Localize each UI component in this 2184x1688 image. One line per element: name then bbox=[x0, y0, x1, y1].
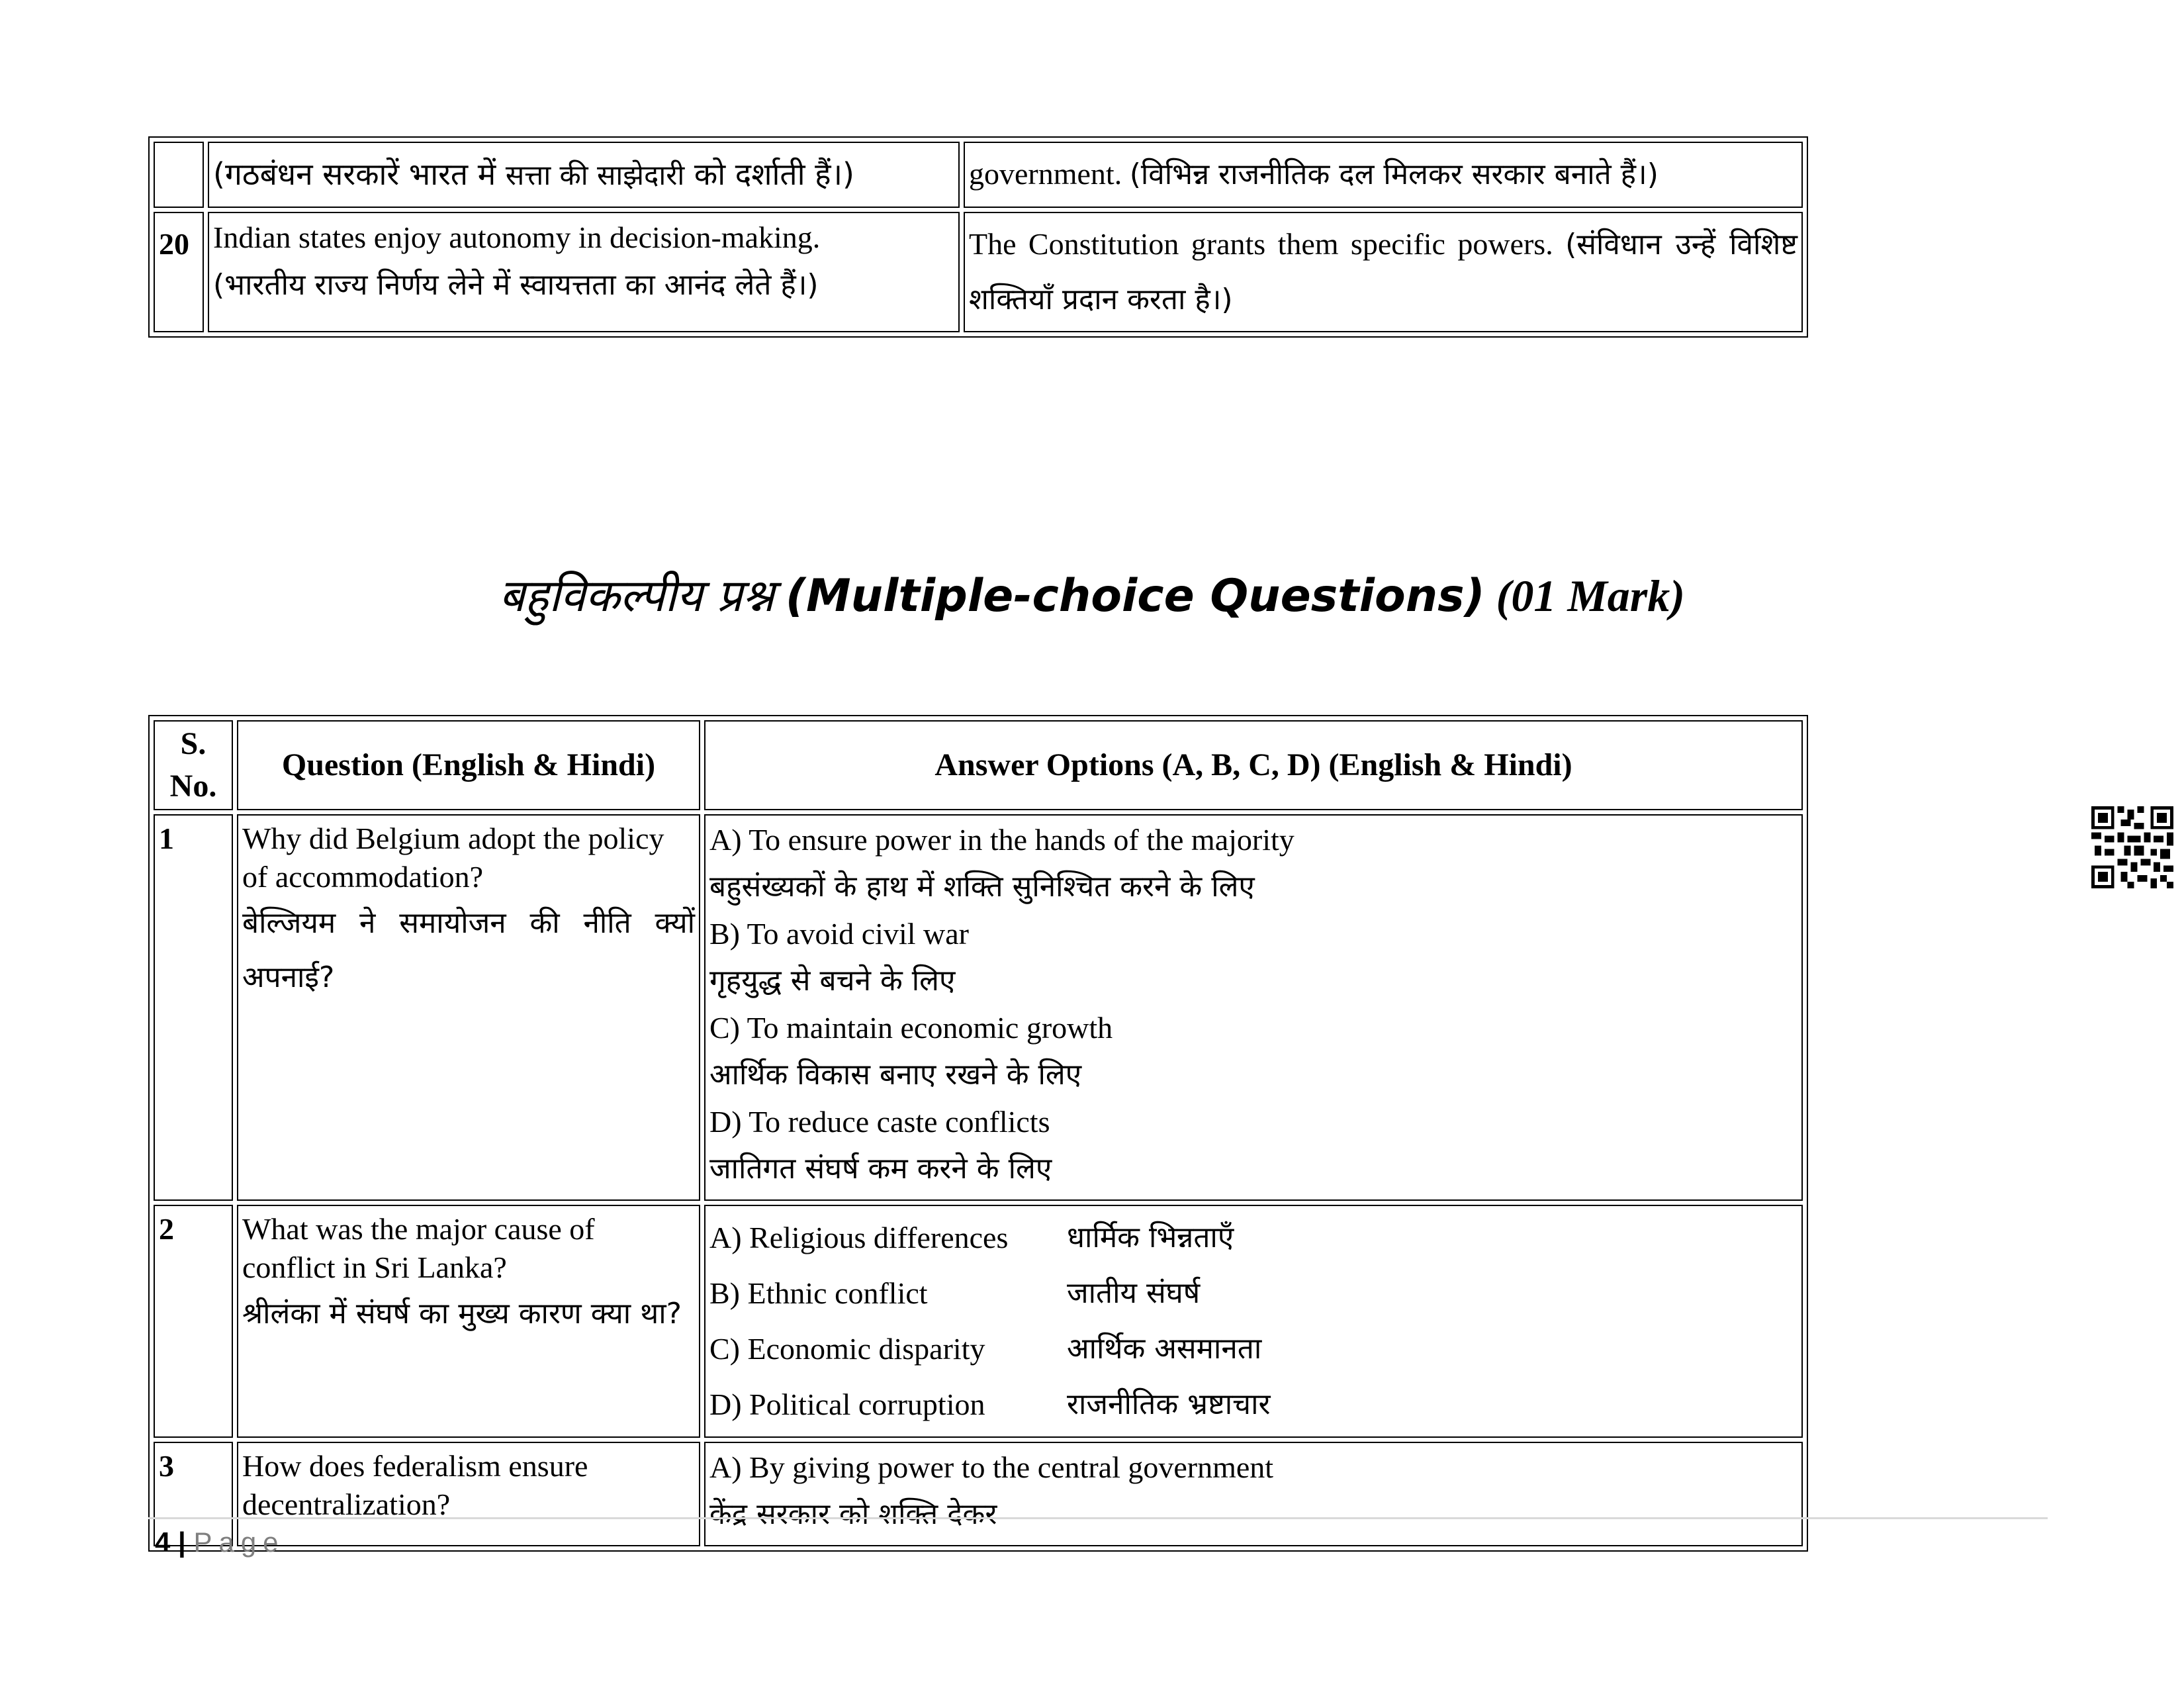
table-row bbox=[154, 1205, 1803, 1438]
reason-cell bbox=[964, 212, 1803, 332]
question-cell bbox=[237, 1442, 700, 1546]
option-c-hindi: आर्थिक विकास बनाए रखने के लिए bbox=[709, 1058, 1082, 1092]
reason-hindi: (विभिन्न राजनीतिक दल मिलकर सरकार बनाते हैं।) bbox=[1129, 158, 1659, 191]
options-cell bbox=[704, 814, 1803, 1201]
section-title-english: (Multiple-choice Questions) bbox=[785, 570, 1485, 622]
question-hindi: श्रीलंका में संघर्ष का मुख्य कारण क्या था? bbox=[242, 1297, 682, 1331]
section-title bbox=[0, 563, 2184, 630]
header-sno: S. No. bbox=[154, 720, 233, 810]
continuation-table bbox=[148, 136, 1808, 338]
option-b-english: B) To avoid civil war bbox=[709, 917, 969, 951]
option-a-english: A) Religious differences bbox=[709, 1221, 1009, 1254]
footer-divider bbox=[148, 1517, 2048, 1519]
option-c bbox=[709, 1321, 1797, 1377]
option-a-hindi: धार्मिक भिन्नताएँ bbox=[1067, 1221, 1234, 1254]
header-options: Answer Options (A, B, C, D) (English & Hindi) bbox=[704, 720, 1803, 810]
statement-cell bbox=[208, 142, 960, 208]
option-a-hindi: केंद्र सरकार को शक्ति देकर bbox=[709, 1497, 997, 1531]
options-cell bbox=[704, 1205, 1803, 1438]
statement-hindi: (भारतीय राज्य निर्णय लेने में स्वायत्तता का आनंद लेते हैं।) bbox=[213, 268, 819, 302]
option-b-hindi: जातीय संघर्ष bbox=[1067, 1276, 1201, 1310]
option-d-hindi: जातिगत संघर्ष कम करने के लिए bbox=[709, 1152, 1052, 1186]
option-c-english: C) To maintain economic growth bbox=[709, 1011, 1113, 1045]
question-english: Why did Belgium adopt the policy of accommodation? bbox=[242, 821, 664, 894]
option-c-hindi: आर्थिक असमानता bbox=[1067, 1332, 1262, 1366]
table-row bbox=[154, 142, 1803, 208]
table-row bbox=[154, 1442, 1803, 1546]
page-footer bbox=[155, 1523, 285, 1562]
page-number: 4 bbox=[155, 1526, 171, 1558]
header-question: Question (English & Hindi) bbox=[237, 720, 700, 810]
qr-code-icon bbox=[2091, 806, 2173, 888]
reason-hindi: (संविधान उन्हें विशिष्ट शक्तियाँ प्रदान करता है।) bbox=[969, 228, 1797, 316]
question-cell bbox=[237, 1205, 700, 1438]
option-a-english: A) To ensure power in the hands of the majority bbox=[709, 823, 1295, 857]
statement-hindi-b: सत्ता की साझेदारी bbox=[505, 159, 685, 191]
statement-hindi-c: को दर्शाती हैं।) bbox=[684, 156, 854, 192]
question-number: 1 bbox=[154, 814, 233, 1201]
option-b bbox=[709, 1266, 1797, 1321]
section-title-marks: (01 Mark) bbox=[1496, 571, 1685, 621]
reason-cell bbox=[964, 142, 1803, 208]
question-number: 2 bbox=[154, 1205, 233, 1438]
mcq-table bbox=[148, 715, 1808, 1552]
option-b-english: B) Ethnic conflict bbox=[709, 1276, 928, 1310]
section-title-hindi: बहुविकल्पीय प्रश्न bbox=[499, 570, 774, 622]
row-number-cell bbox=[154, 142, 204, 208]
option-d-english: D) To reduce caste conflicts bbox=[709, 1105, 1050, 1139]
table-row bbox=[154, 212, 1803, 332]
option-d-hindi: राजनीतिक भ्रष्टाचार bbox=[1067, 1387, 1271, 1421]
page-label: Page bbox=[193, 1526, 285, 1558]
option-d bbox=[709, 1377, 1797, 1432]
options-cell bbox=[704, 1442, 1803, 1546]
row-number-cell: 20 bbox=[154, 212, 204, 332]
question-english: How does federalism ensure decentralization? bbox=[242, 1449, 588, 1521]
statement-english: Indian states enjoy autonomy in decision-making. bbox=[213, 220, 821, 254]
question-number: 3 bbox=[154, 1442, 233, 1546]
table-row bbox=[154, 814, 1803, 1201]
option-a-hindi: बहुसंख्यकों के हाथ में शक्ति सुनिश्चित करने के लिए bbox=[709, 870, 1255, 904]
footer-separator: | bbox=[170, 1526, 194, 1558]
reason-english: government. bbox=[969, 157, 1130, 191]
option-d-english: D) Political corruption bbox=[709, 1387, 985, 1421]
statement-hindi-a: (गठबंधन सरकारें भारत में bbox=[213, 156, 506, 192]
table-header-row bbox=[154, 720, 1803, 810]
option-b-hindi: गृहयुद्ध से बचने के लिए bbox=[709, 964, 956, 998]
question-hindi: बेल्जियम ने समायोजन की नीति क्यों अपनाई? bbox=[242, 906, 695, 994]
question-cell bbox=[237, 814, 700, 1201]
option-a-english: A) By giving power to the central government bbox=[709, 1450, 1274, 1484]
statement-cell bbox=[208, 212, 960, 332]
option-a bbox=[709, 1210, 1797, 1266]
question-english: What was the major cause of conflict in Sri Lanka? bbox=[242, 1212, 595, 1284]
option-c-english: C) Economic disparity bbox=[709, 1332, 985, 1366]
reason-english: The Constitution grants them specific powers. bbox=[969, 227, 1566, 261]
